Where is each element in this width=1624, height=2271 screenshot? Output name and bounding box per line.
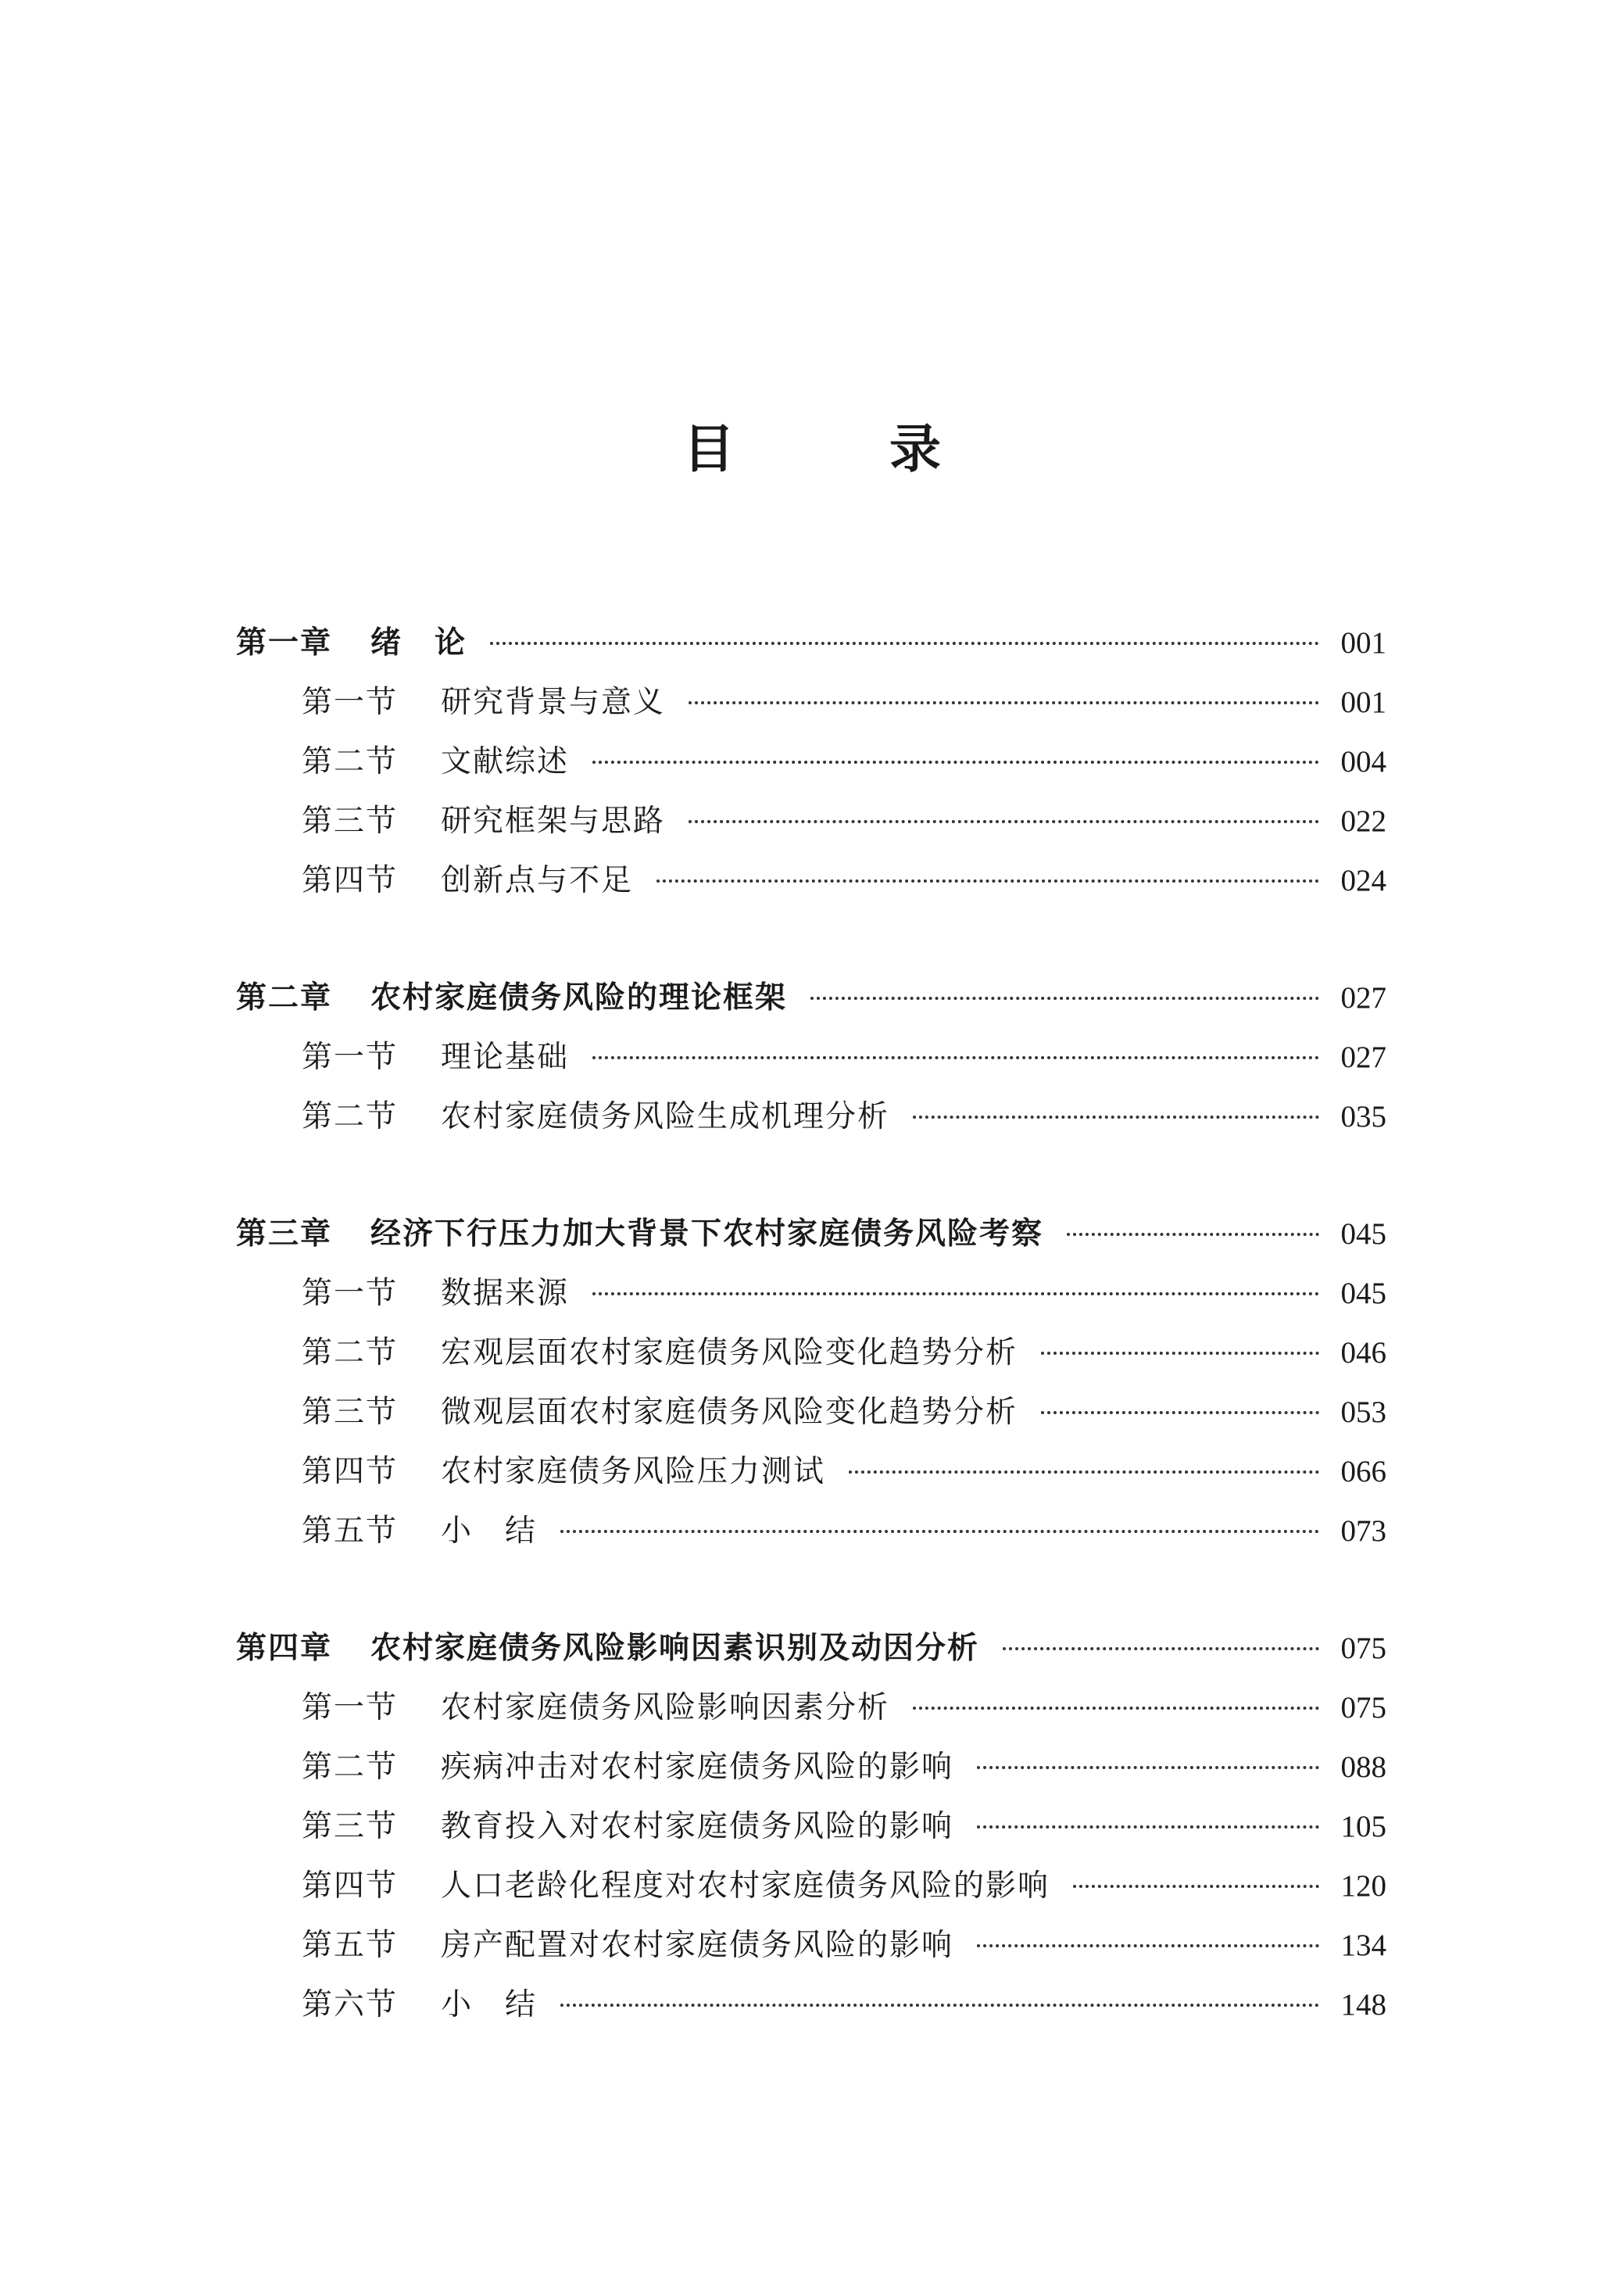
toc-chapter-3 [236, 1205, 1386, 1561]
table-of-contents [236, 614, 1386, 2093]
dot-leader [913, 1116, 1319, 1119]
toc-section-entry[interactable] [236, 1324, 1386, 1383]
toc-section-entry[interactable] [236, 1264, 1386, 1324]
section-title: 创新点与不足 [441, 863, 634, 898]
page-number: 053 [1340, 1395, 1386, 1429]
toc-section-entry[interactable] [236, 1087, 1386, 1147]
dot-leader [689, 701, 1319, 704]
toc-section-entry[interactable] [236, 1502, 1386, 1561]
dot-leader [977, 1944, 1319, 1947]
toc-section-entry[interactable] [236, 1797, 1386, 1857]
dot-leader [490, 642, 1319, 645]
section-title: 研究背景与意义 [441, 685, 666, 720]
section-title: 宏观层面农村家庭债务风险变化趋势分析 [441, 1335, 1018, 1370]
page-number: 075 [1340, 1632, 1386, 1665]
dot-leader [810, 997, 1319, 1000]
toc-chapter-4 [236, 1619, 1386, 2035]
toc-section-entry[interactable] [236, 1857, 1386, 1916]
chapter-label: 第三章 [236, 1216, 333, 1252]
toc-section-entry[interactable] [236, 1975, 1386, 2035]
page-number: 066 [1340, 1455, 1386, 1488]
toc-chapter-entry[interactable] [236, 1205, 1386, 1264]
section-title: 房产配置对农村家庭债务风险的影响 [441, 1928, 954, 1963]
dot-leader [1003, 1647, 1319, 1650]
section-label: 第五节 [302, 1513, 399, 1549]
page-number: 004 [1340, 745, 1386, 779]
toc-chapter-1 [236, 614, 1386, 911]
page-number: 035 [1340, 1100, 1386, 1134]
section-title: 文献综述 [441, 744, 570, 779]
page-number: 120 [1340, 1869, 1386, 1903]
page-number: 088 [1340, 1750, 1386, 1784]
page-number: 073 [1340, 1514, 1386, 1548]
page-number: 001 [1340, 626, 1386, 660]
toc-section-entry[interactable] [236, 792, 1386, 851]
chapter-title: 农村家庭债务风险影响因素识别及动因分析 [370, 1631, 980, 1666]
section-title: 农村家庭债务风险影响因素分析 [441, 1690, 890, 1725]
toc-chapter-entry[interactable] [236, 614, 1386, 673]
page-number: 024 [1340, 864, 1386, 897]
section-title: 教育投入对农村家庭债务风险的影响 [441, 1809, 954, 1844]
page-number: 001 [1340, 686, 1386, 719]
page-number: 148 [1340, 1988, 1386, 2022]
page-number: 105 [1340, 1810, 1386, 1843]
dot-leader [1067, 1233, 1319, 1236]
dot-leader [560, 2004, 1319, 2007]
dot-leader [592, 1056, 1319, 1059]
dot-leader [977, 1825, 1319, 1829]
toc-section-entry[interactable] [236, 1916, 1386, 1975]
chapter-label: 第二章 [236, 980, 333, 1016]
section-label: 第三节 [302, 804, 399, 839]
toc-section-entry[interactable] [236, 1028, 1386, 1087]
toc-section-entry[interactable] [236, 673, 1386, 733]
section-label: 第六节 [302, 1987, 399, 2022]
section-label: 第二节 [302, 1099, 399, 1134]
section-label: 第二节 [302, 744, 399, 779]
section-title: 微观层面农村家庭债务风险变化趋势分析 [441, 1395, 1018, 1430]
dot-leader [689, 820, 1319, 823]
page-number: 134 [1340, 1929, 1386, 1962]
section-label: 第一节 [302, 685, 399, 720]
dot-leader [1073, 1885, 1319, 1888]
chapter-title: 绪 论 [370, 625, 467, 661]
toc-section-entry[interactable] [236, 733, 1386, 792]
section-title: 小 结 [441, 1513, 538, 1549]
page-number: 045 [1340, 1217, 1386, 1251]
dot-leader [1041, 1411, 1319, 1414]
chapter-label: 第四章 [236, 1631, 333, 1666]
section-title: 农村家庭债务风险生成机理分析 [441, 1099, 890, 1134]
page-title: 目 录 [683, 419, 993, 479]
dot-leader [656, 879, 1319, 883]
section-title: 研究框架与思路 [441, 804, 666, 839]
dot-leader [592, 1292, 1319, 1295]
section-title: 小 结 [441, 1987, 538, 2022]
section-title: 理论基础 [441, 1040, 570, 1075]
section-label: 第三节 [302, 1809, 399, 1844]
page-number: 022 [1340, 804, 1386, 838]
section-title: 农村家庭债务风险压力测试 [441, 1454, 826, 1489]
dot-leader [1041, 1352, 1319, 1355]
section-label: 第一节 [302, 1690, 399, 1725]
page-number: 046 [1340, 1336, 1386, 1370]
toc-section-entry[interactable] [236, 1738, 1386, 1797]
toc-section-entry[interactable] [236, 1678, 1386, 1738]
toc-chapter-entry[interactable] [236, 969, 1386, 1028]
page-number: 075 [1340, 1691, 1386, 1725]
chapter-label: 第一章 [236, 625, 333, 661]
toc-chapter-2 [236, 969, 1386, 1147]
page-number: 027 [1340, 981, 1386, 1015]
section-label: 第三节 [302, 1395, 399, 1430]
dot-leader [913, 1707, 1319, 1710]
section-title: 人口老龄化程度对农村家庭债务风险的影响 [441, 1868, 1050, 1904]
dot-leader [849, 1470, 1319, 1474]
page-number: 027 [1340, 1041, 1386, 1074]
toc-section-entry[interactable] [236, 1442, 1386, 1502]
section-label: 第二节 [302, 1335, 399, 1370]
section-label: 第一节 [302, 1040, 399, 1075]
section-label: 第四节 [302, 1454, 399, 1489]
section-title: 疾病冲击对农村家庭债务风险的影响 [441, 1750, 954, 1785]
chapter-title: 经济下行压力加大背景下农村家庭债务风险考察 [370, 1216, 1044, 1252]
section-title: 数据来源 [441, 1276, 570, 1311]
section-label: 第二节 [302, 1750, 399, 1785]
dot-leader [592, 761, 1319, 764]
section-label: 第五节 [302, 1928, 399, 1963]
section-label: 第四节 [302, 1868, 399, 1904]
dot-leader [977, 1766, 1319, 1769]
dot-leader [560, 1530, 1319, 1533]
section-label: 第一节 [302, 1276, 399, 1311]
toc-section-entry[interactable] [236, 851, 1386, 911]
chapter-title: 农村家庭债务风险的理论框架 [370, 980, 788, 1016]
toc-chapter-entry[interactable] [236, 1619, 1386, 1678]
section-label: 第四节 [302, 863, 399, 898]
page-number: 045 [1340, 1277, 1386, 1310]
toc-section-entry[interactable] [236, 1383, 1386, 1442]
